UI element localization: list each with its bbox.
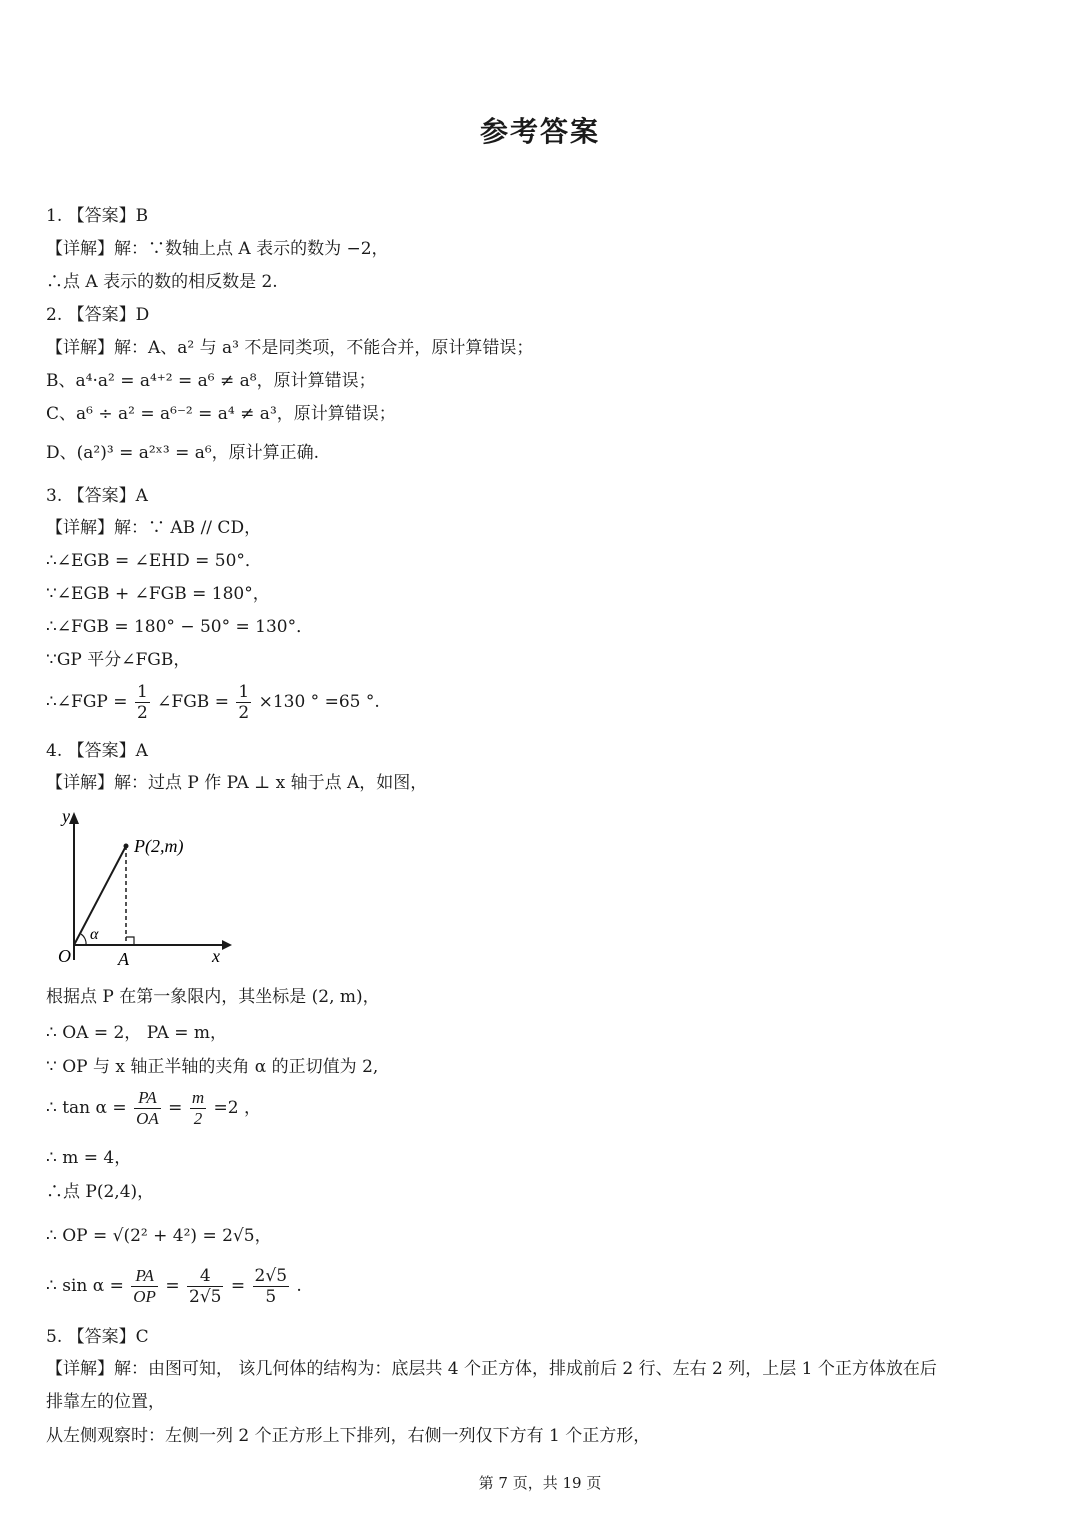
point-a-label: A (118, 949, 129, 969)
q4-detail-9 (46, 1266, 302, 1307)
q2-detail-3: C、a⁶ ÷ a² = a⁶⁻² = a⁴ ≠ a³，原计算错误； (46, 404, 396, 424)
q4-detail-6: ∴ m = 4， (46, 1148, 132, 1168)
fraction-denominator: OA (136, 1109, 159, 1128)
fraction-denominator: 2 (238, 703, 250, 723)
y-label: y (62, 806, 70, 826)
q5-detail-3: 从左侧观察时：左侧一列 2 个正方形上下排列，右侧一列仅下方有 1 个正方形， (46, 1426, 651, 1446)
q2-answer: 2. 【答案】D (46, 305, 150, 325)
q3-detail-2: ∴∠EGB = ∠EHD = 50°． (46, 551, 262, 571)
fraction-denominator: 2 (136, 703, 148, 723)
q4-d5-eq: = (168, 1098, 183, 1118)
q4-d5-lhs: ∴ tan α = (46, 1098, 127, 1118)
q4-detail-5 (46, 1088, 261, 1129)
q4-detail-2: 根据点 P 在第一象限内，其坐标是 (2, m)， (46, 987, 380, 1007)
q3-detail-4: ∴∠FGB = 180° − 50° = 130°． (46, 617, 314, 637)
fraction-numerator: PA (131, 1266, 158, 1287)
q4-detail-1: 【详解】解：过点 P 作 PA ⊥ x 轴于点 A，如图， (46, 773, 428, 793)
q5-detail-2: 排靠左的位置， (46, 1392, 165, 1412)
q4-d9-eq2: = (230, 1276, 246, 1296)
x-label: x (212, 946, 220, 966)
y-axis-arrow (69, 812, 79, 824)
q3-answer: 3. 【答案】A (46, 486, 148, 506)
fraction-m-2 (190, 1088, 206, 1129)
q4-d9-eq1: = (165, 1276, 180, 1296)
fraction-denominator: OP (133, 1287, 156, 1306)
q3-detail-5: ∵GP 平分∠FGB， (46, 650, 191, 670)
point-p-label: P(2,m) (134, 836, 184, 856)
fraction-numerator: 1 (136, 682, 148, 702)
page-footer: 第 7 页，共 19 页 (478, 1474, 602, 1492)
fraction-pa-oa (134, 1088, 161, 1129)
fraction-numerator: m (191, 1088, 205, 1107)
fraction-denominator: 2√5 (189, 1287, 222, 1307)
fraction-4-2root5 (187, 1266, 223, 1307)
page-title: 参考答案 (479, 115, 600, 148)
fraction-half-1 (135, 682, 150, 723)
q2-detail-1: 【详解】解：A、a² 与 a³ 不是同类项，不能合并，原计算错误； (46, 338, 534, 358)
q3-d6-rhs: ×130 ° =65 °. (258, 692, 380, 712)
fraction-numerator: PA (134, 1088, 161, 1109)
q4-answer: 4. 【答案】A (46, 741, 148, 761)
q3-d6-mid: ∠FGB = (157, 692, 229, 712)
fraction-pa-op (131, 1266, 158, 1307)
q4-d9-end: . (296, 1276, 302, 1296)
fraction-denominator: 5 (265, 1287, 277, 1307)
origin-label: O (58, 946, 71, 966)
angle-arc (81, 934, 86, 945)
q4-detail-3: ∴ OA = 2， PA = m， (46, 1023, 228, 1043)
q2-detail-4: D、(a²)³ = a²ˣ³ = a⁶，原计算正确. (46, 443, 320, 463)
segment-op (74, 846, 126, 945)
fraction-2root5-5 (253, 1266, 289, 1307)
q2-detail-2: B、a⁴·a² = a⁴⁺² = a⁶ ≠ a⁸，原计算错误； (46, 371, 376, 391)
q3-detail-3: ∵∠EGB + ∠FGB = 180°， (46, 584, 270, 604)
fraction-numerator: 4 (187, 1266, 223, 1287)
q1-detail-2: ∴点 A 表示的数的相反数是 2. (46, 272, 278, 292)
alpha-label: α (90, 926, 99, 943)
fraction-denominator: 2 (193, 1109, 203, 1128)
coordinate-diagram (44, 800, 244, 980)
q5-detail-1: 【详解】解：由图可知， 该几何体的结构为：底层共 4 个正方体，排成前后 2 行、左右 2 列，上层 1 个正方体放在后 (46, 1359, 937, 1379)
q1-detail-1: 【详解】解：∵数轴上点 A 表示的数为 −2， (46, 239, 389, 259)
q3-detail-1: 【详解】解：∵ AB // CD， (46, 518, 262, 538)
fraction-half-2 (236, 682, 251, 723)
q4-d5-rhs: =2 ， (213, 1098, 261, 1118)
x-axis-arrow (222, 940, 232, 950)
fraction-numerator: 2√5 (254, 1266, 288, 1286)
q4-detail-8: ∴ OP = √(2² + 4²) = 2√5， (46, 1226, 272, 1246)
q4-d9-lhs: ∴ sin α = (46, 1276, 124, 1296)
right-angle-mark (126, 937, 134, 945)
q3-detail-6 (46, 682, 380, 723)
q4-detail-7: ∴点 P(2,4)， (46, 1182, 155, 1202)
q5-answer: 5. 【答案】C (46, 1327, 149, 1347)
q4-detail-4: ∵ OP 与 x 轴正半轴的夹角 α 的正切值为 2, (46, 1057, 379, 1077)
q3-d6-lhs: ∴∠FGP = (46, 692, 128, 712)
q1-answer: 1. 【答案】B (46, 206, 149, 226)
fraction-numerator: 1 (238, 682, 250, 702)
point-p (124, 844, 129, 849)
